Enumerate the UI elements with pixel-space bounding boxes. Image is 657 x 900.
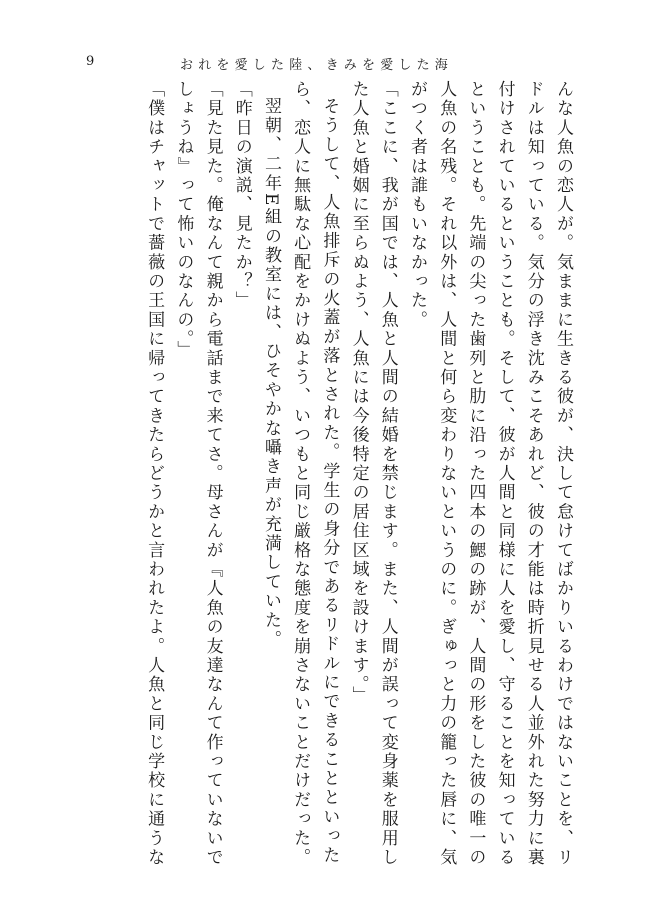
paragraph [227, 80, 256, 825]
text-line: しょうね』って怖いのなんの。」 [173, 80, 194, 360]
paragraph [168, 80, 226, 868]
text-line: んな人魚の恋人が。気ままに生きる彼が、決して怠けてばかりいるわけではないことを、リ [553, 80, 573, 868]
paragraph [139, 80, 168, 868]
text-line: 「昨日の演説、見たか？」 [231, 80, 252, 311]
paragraph [402, 80, 577, 868]
paragraph [256, 80, 285, 825]
text-line: 翌朝、二年E組の教室には、ひそやかな囁き声が充満していた。 [260, 97, 281, 650]
text-line: ということも。先端の尖った歯列と肋に沿った四本の鰓の跡が、人間の形をした彼の唯一の [465, 80, 486, 868]
body-text [139, 80, 577, 868]
paragraph [285, 80, 343, 868]
text-line: 人魚の名残。それ以外は、人間と何ら変わりないというのに。ぎゅっと力の籠った唇に、気 [436, 80, 457, 868]
text-line: 「ここに、我が国では、人魚と人間の結婚を禁じます。また、人間が誤って変身薬を服用し [377, 80, 398, 868]
text-line: そうして、人魚排斥の火蓋が落とされた。学生の身分であるリドルにできることといった [319, 97, 340, 865]
paragraph [343, 80, 401, 868]
text-line: がつく者は誰もいなかった。 [406, 80, 427, 330]
text-line: 「僕はチャットで薔薇の王国に帰ってきたらどうかと言われたよ。人魚と同じ学校に通うな [144, 80, 165, 868]
text-line: た人魚と婚姻に至らぬよう、人魚には今後特定の居住区域を設けます。」 [348, 80, 369, 706]
text-line: 付けされているということも。そして、彼が人間と同様に人を愛し、守ることを知っている [494, 80, 515, 868]
text-line: ドルは知っている。気分の浮き沈みこそあれど、彼の才能は時折見せる人並外れた努力に裏 [523, 80, 544, 868]
page-number: 9 [86, 54, 95, 69]
text-line: ら、恋人に無駄な心配をかけぬよう、いつもと同じ厳格な態度を崩さないことだけだった。 [290, 80, 311, 868]
running-header: おれを愛した陸、きみを愛した海 [180, 58, 454, 73]
text-line: 「見た見た。俺なんて親から電話まで来てさ。母さんが『人魚の友達なんて作っていないで [202, 80, 223, 868]
